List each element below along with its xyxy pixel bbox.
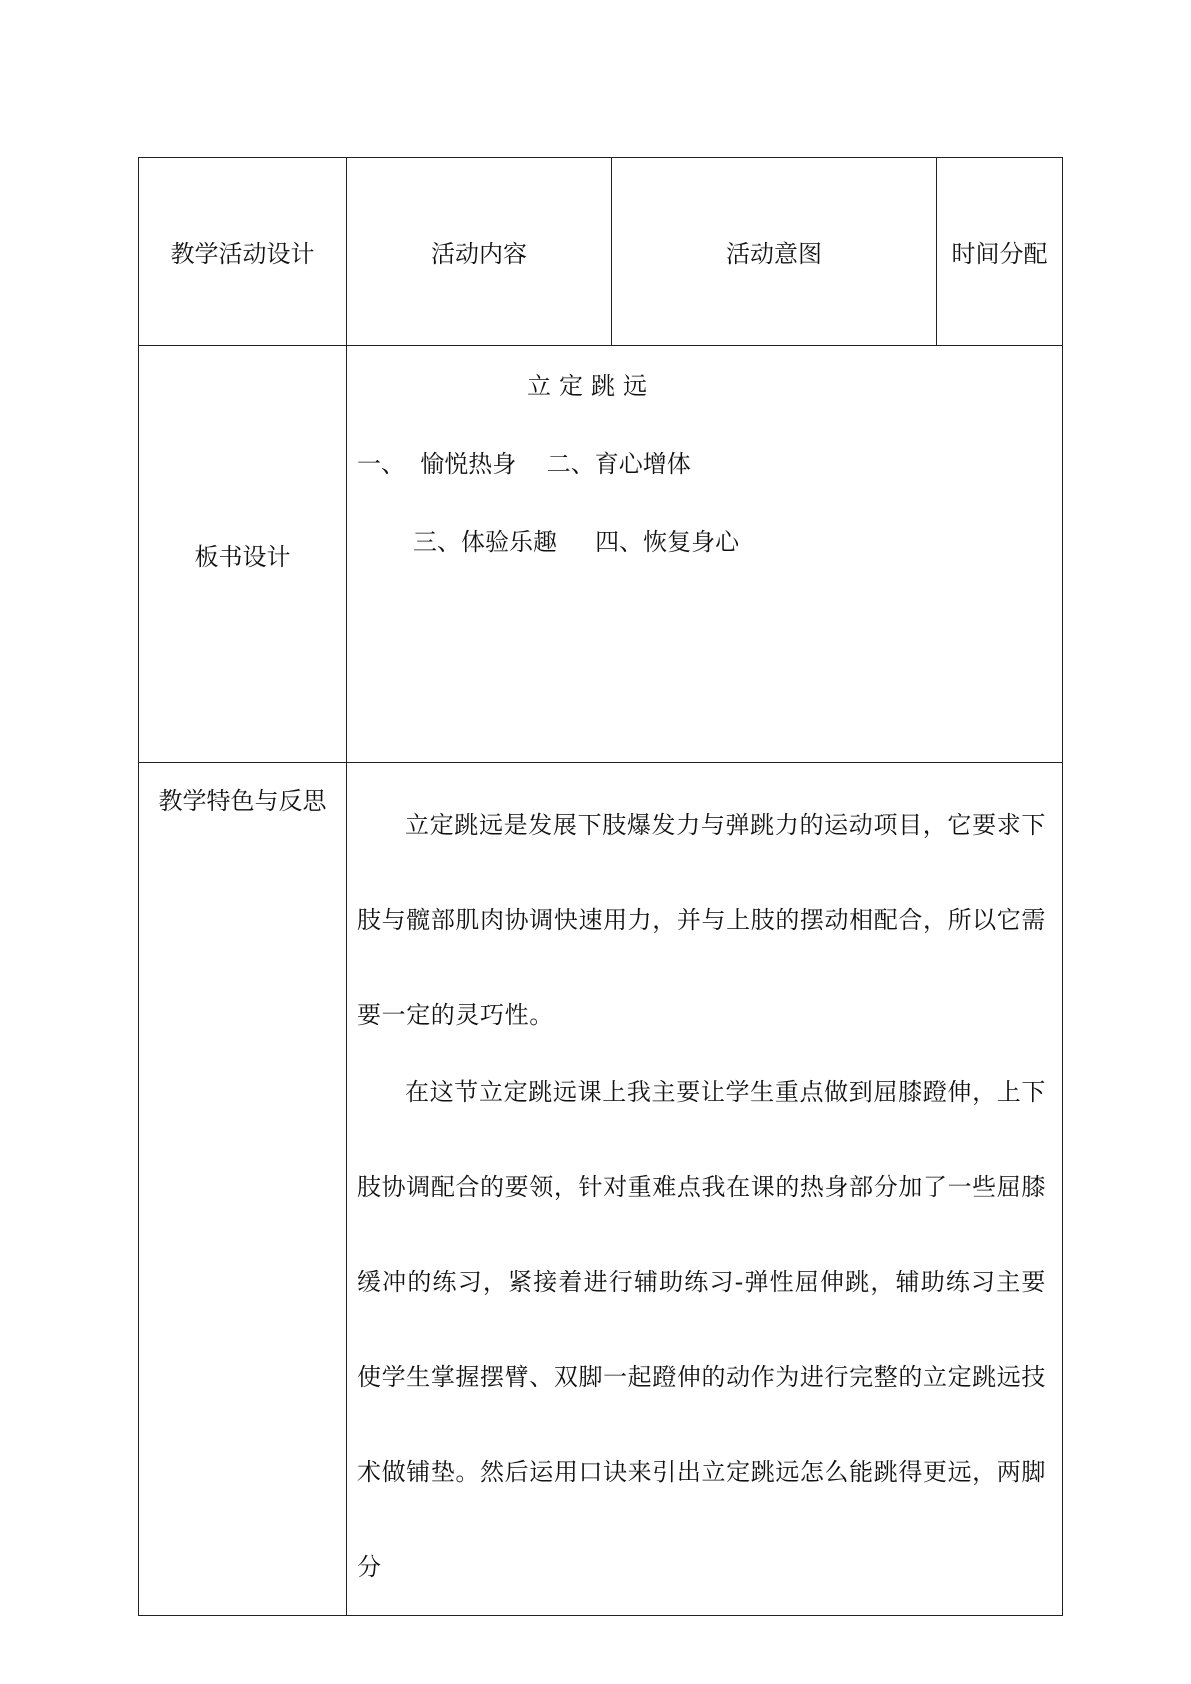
- reflection-label: 教学特色与反思: [139, 763, 347, 1616]
- board-title: 立定跳远: [527, 372, 655, 400]
- header-row: [139, 158, 1063, 346]
- reflection-content: [347, 763, 1063, 1616]
- header-teaching-design: 教学活动设计: [139, 158, 347, 346]
- header-time-allocation: 时间分配: [937, 158, 1063, 346]
- reflection-paragraph: 在这节立定跳远课上我主要让学生重点做到屈膝蹬伸，上下肢协调配合的要领，针对重难点我在课的热身部分加了一些屈膝缓冲的练习，紧接着进行辅助练习-弹性屈伸跳，辅助练习主要使学生掌握摆臂、双脚一起蹬伸的动作为进行完整的立定跳远技术做铺垫。然后运用口诀来引出立定跳远怎么能跳得更远，两脚分: [357, 1078, 1046, 1581]
- board-line-1: 一、 愉悦热身 二、育心增体: [357, 450, 691, 478]
- board-design-content: [347, 346, 1063, 763]
- board-line-2: 三、体验乐趣 四、恢复身心: [413, 528, 740, 556]
- board-design-label: 板书设计: [139, 346, 347, 763]
- lesson-plan-table: [138, 157, 1063, 1616]
- header-activity-intent: 活动意图: [612, 158, 937, 346]
- reflection-row: [139, 763, 1063, 1616]
- reflection-paragraph: 立定跳远是发展下肢爆发力与弹跳力的运动项目，它要求下肢与髋部肌肉协调快速用力，并与上肢的摆动相配合，所以它需要一定的灵巧性。: [357, 811, 1046, 1029]
- header-activity-content: 活动内容: [347, 158, 612, 346]
- board-design-row: [139, 346, 1063, 763]
